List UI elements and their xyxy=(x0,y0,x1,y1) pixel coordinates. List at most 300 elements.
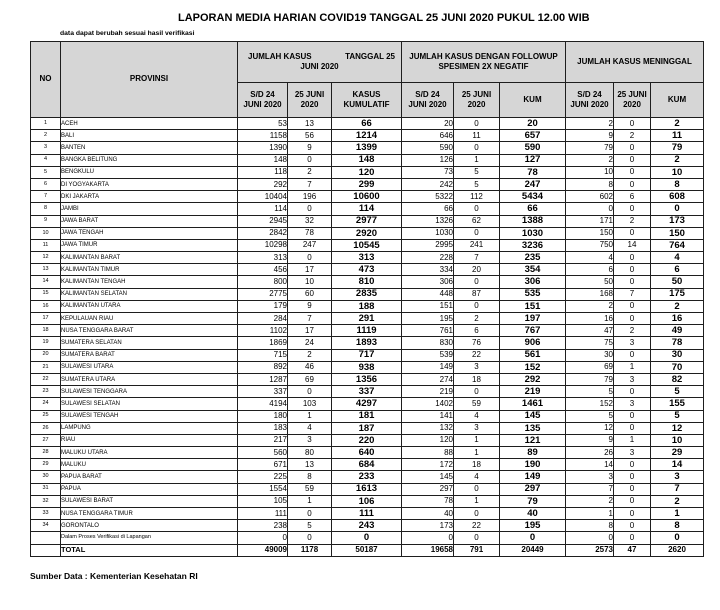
cell-deaths-kum: 4 xyxy=(651,252,704,264)
table-row xyxy=(31,447,704,459)
cell-followup-jun25: 11 xyxy=(454,130,500,142)
header-cases-jun25 xyxy=(288,83,332,118)
cell-followup-jun25: 0 xyxy=(454,300,500,312)
table-row xyxy=(31,227,704,239)
cell-no: 21 xyxy=(31,361,61,373)
cell-deaths-jun25: 0 xyxy=(614,422,651,434)
cell-province: RIAU xyxy=(61,434,238,446)
cell-no: 29 xyxy=(31,459,61,471)
cell-deaths-kum: 150 xyxy=(651,227,704,239)
header-deaths-jun25-label: 25 JUNI 2020 xyxy=(617,89,647,109)
cell-deaths-kum: 1 xyxy=(651,508,704,520)
cell-deaths-kum: 0 xyxy=(651,532,704,544)
cell-deaths-jun25: 0 xyxy=(614,276,651,288)
cell-cases-jun25: 196 xyxy=(288,191,332,203)
cell-cases-kum: 4297 xyxy=(332,398,402,410)
cell-cases-jun25: 1 xyxy=(288,495,332,507)
cell-cases-sd24: 560 xyxy=(238,447,288,459)
cell-deaths-sd24: 16 xyxy=(566,313,614,325)
cell-province: Dalam Proses Verifikasi di Lapangan xyxy=(61,532,238,544)
table-row xyxy=(31,300,704,312)
cell-cases-sd24: 2775 xyxy=(238,288,288,300)
cell-no: 16 xyxy=(31,300,61,312)
cell-followup-sd24: 228 xyxy=(402,252,454,264)
cell-cases-sd24: 715 xyxy=(238,349,288,361)
cell-followup-jun25: 20 xyxy=(454,264,500,276)
cell-deaths-kum: 173 xyxy=(651,215,704,227)
cell-followup-sd24: 73 xyxy=(402,166,454,178)
cell-cases-jun25: 0 xyxy=(288,154,332,166)
header-group-cases-line2: JUNI 2020 xyxy=(300,62,339,71)
table-row xyxy=(31,422,704,434)
cell-deaths-kum: 3 xyxy=(651,471,704,483)
cell-province: KALIMANTAN BARAT xyxy=(61,252,238,264)
cell-cases-kum: 2920 xyxy=(332,227,402,239)
cell-followup-jun25: 3 xyxy=(454,361,500,373)
cell-cases-kum: 1214 xyxy=(332,130,402,142)
cell-cases-sd24: 105 xyxy=(238,495,288,507)
cell-followup-sd24: 40 xyxy=(402,508,454,520)
cell-followup-jun25: 0 xyxy=(454,276,500,288)
cell-deaths-kum: 82 xyxy=(651,373,704,385)
cell-province: NUSA TENGGARA BARAT xyxy=(61,325,238,337)
cell-deaths-kum: 8 xyxy=(651,520,704,532)
cell-no: 27 xyxy=(31,434,61,446)
cell-deaths-sd24: 750 xyxy=(566,239,614,251)
cell-deaths-kum: 29 xyxy=(651,447,704,459)
cell-followup-sd24: 5322 xyxy=(402,191,454,203)
cell-province: SULAWESI UTARA xyxy=(61,361,238,373)
table-row xyxy=(31,520,704,532)
cell-cases-sd24: 892 xyxy=(238,361,288,373)
cell-deaths-kum: 155 xyxy=(651,398,704,410)
cell-no: 14 xyxy=(31,276,61,288)
cell-deaths-jun25: 0 xyxy=(614,252,651,264)
cell-cases-kum: 717 xyxy=(332,349,402,361)
cell-cases-sd24: 148 xyxy=(238,154,288,166)
cell-followup-sd24: 66 xyxy=(402,203,454,215)
cell-cases-jun25: 0 xyxy=(288,532,332,544)
cell-no: 24 xyxy=(31,398,61,410)
cell-followup-kum: 127 xyxy=(500,154,566,166)
cell-cases-kum: 148 xyxy=(332,154,402,166)
cell-followup-sd24: 141 xyxy=(402,410,454,422)
cell-no: 31 xyxy=(31,483,61,495)
cell-cases-kum: 233 xyxy=(332,471,402,483)
cell-cases-kum: 337 xyxy=(332,386,402,398)
cell-followup-jun25: 22 xyxy=(454,520,500,532)
cell-deaths-jun25: 0 xyxy=(614,520,651,532)
cell-cases-kum: 291 xyxy=(332,313,402,325)
cell-province: JAWA TENGAH xyxy=(61,227,238,239)
cell-no xyxy=(31,532,61,544)
cell-deaths-sd24: 152 xyxy=(566,398,614,410)
cell-deaths-sd24: 3 xyxy=(566,471,614,483)
cell-followup-kum: 3236 xyxy=(500,239,566,251)
cell-followup-sd24: 88 xyxy=(402,447,454,459)
cell-no: 18 xyxy=(31,325,61,337)
cell-deaths-kum: 5 xyxy=(651,386,704,398)
header-cases-sd24 xyxy=(238,83,288,118)
table-row xyxy=(31,239,704,251)
cell-cases-kum: 473 xyxy=(332,264,402,276)
cell-followup-kum: 152 xyxy=(500,361,566,373)
cell-deaths-sd24: 1 xyxy=(566,508,614,520)
cell-deaths-jun25: 0 xyxy=(614,154,651,166)
cell-cases-sd24: 456 xyxy=(238,264,288,276)
cell-deaths-sd24: 2 xyxy=(566,300,614,312)
cell-no: 4 xyxy=(31,154,61,166)
cell-province: PAPUA xyxy=(61,483,238,495)
cell-province: DKI JAKARTA xyxy=(61,191,238,203)
pending-verification-row xyxy=(31,532,704,544)
cell-cases-jun25: 4 xyxy=(288,422,332,434)
cell-province: ACEH xyxy=(61,118,238,130)
cell-followup-kum: 149 xyxy=(500,471,566,483)
table-row xyxy=(31,178,704,190)
cell-followup-sd24: 78 xyxy=(402,495,454,507)
cell-cases-sd24: 1390 xyxy=(238,142,288,154)
cell-cases-sd24: 49009 xyxy=(238,544,288,556)
cell-deaths-sd24: 79 xyxy=(566,142,614,154)
cell-cases-kum: 938 xyxy=(332,361,402,373)
cell-no: 11 xyxy=(31,239,61,251)
cell-cases-sd24: 1287 xyxy=(238,373,288,385)
cell-cases-jun25: 3 xyxy=(288,434,332,446)
cell-deaths-sd24: 14 xyxy=(566,459,614,471)
cell-cases-sd24: 800 xyxy=(238,276,288,288)
cell-followup-kum: 79 xyxy=(500,495,566,507)
cell-no: 1 xyxy=(31,118,61,130)
cell-cases-jun25: 60 xyxy=(288,288,332,300)
cell-deaths-jun25: 0 xyxy=(614,142,651,154)
cell-cases-jun25: 7 xyxy=(288,178,332,190)
cell-followup-kum: 235 xyxy=(500,252,566,264)
table-row xyxy=(31,154,704,166)
cell-cases-jun25: 9 xyxy=(288,142,332,154)
cell-cases-jun25: 0 xyxy=(288,252,332,264)
cell-deaths-sd24: 69 xyxy=(566,361,614,373)
cell-deaths-sd24: 10 xyxy=(566,166,614,178)
header-followup-sd24-label: S/D 24 JUNI 2020 xyxy=(408,89,447,109)
table-row xyxy=(31,288,704,300)
table-row xyxy=(31,410,704,422)
cell-no: 13 xyxy=(31,264,61,276)
cell-deaths-kum: 50 xyxy=(651,276,704,288)
cell-cases-sd24: 313 xyxy=(238,252,288,264)
cell-followup-jun25: 0 xyxy=(454,508,500,520)
table-row xyxy=(31,373,704,385)
cell-cases-jun25: 80 xyxy=(288,447,332,459)
cell-cases-sd24: 114 xyxy=(238,203,288,215)
cell-deaths-kum: 10 xyxy=(651,166,704,178)
cell-deaths-sd24: 6 xyxy=(566,264,614,276)
cell-province: MALUKU xyxy=(61,459,238,471)
cell-followup-kum: 1461 xyxy=(500,398,566,410)
cell-cases-sd24: 337 xyxy=(238,386,288,398)
cell-cases-kum: 810 xyxy=(332,276,402,288)
cell-cases-sd24: 0 xyxy=(238,532,288,544)
cell-no: 6 xyxy=(31,178,61,190)
cell-followup-kum: 1388 xyxy=(500,215,566,227)
cell-deaths-kum: 175 xyxy=(651,288,704,300)
cell-followup-kum: 145 xyxy=(500,410,566,422)
cell-followup-kum: 1030 xyxy=(500,227,566,239)
cell-cases-sd24: 1158 xyxy=(238,130,288,142)
cell-province: TOTAL xyxy=(61,544,238,556)
cell-deaths-jun25: 6 xyxy=(614,191,651,203)
cell-no: 5 xyxy=(31,166,61,178)
cell-followup-sd24: 830 xyxy=(402,337,454,349)
cell-deaths-jun25: 0 xyxy=(614,300,651,312)
cell-deaths-kum: 2 xyxy=(651,495,704,507)
cell-cases-sd24: 238 xyxy=(238,520,288,532)
cell-deaths-jun25: 0 xyxy=(614,264,651,276)
cell-followup-jun25: 3 xyxy=(454,422,500,434)
cell-followup-kum: 354 xyxy=(500,264,566,276)
cell-deaths-jun25: 0 xyxy=(614,386,651,398)
source-note: Sumber Data : Kementerian Kesehatan RI xyxy=(30,571,198,581)
cell-cases-kum: 66 xyxy=(332,118,402,130)
cell-cases-sd24: 2945 xyxy=(238,215,288,227)
cell-followup-sd24: 1326 xyxy=(402,215,454,227)
cell-cases-sd24: 118 xyxy=(238,166,288,178)
cell-deaths-jun25: 3 xyxy=(614,337,651,349)
cell-cases-jun25: 59 xyxy=(288,483,332,495)
cell-followup-kum: 40 xyxy=(500,508,566,520)
cell-followup-kum: 151 xyxy=(500,300,566,312)
cell-no: 10 xyxy=(31,227,61,239)
cell-cases-kum: 111 xyxy=(332,508,402,520)
cell-followup-jun25: 0 xyxy=(454,532,500,544)
cell-cases-kum: 299 xyxy=(332,178,402,190)
cell-no: 25 xyxy=(31,410,61,422)
cell-deaths-kum: 78 xyxy=(651,337,704,349)
cell-deaths-kum: 608 xyxy=(651,191,704,203)
table-row xyxy=(31,471,704,483)
cell-province: SULAWESI TENGGARA xyxy=(61,386,238,398)
cell-followup-kum: 306 xyxy=(500,276,566,288)
cell-followup-kum: 20 xyxy=(500,118,566,130)
total-row xyxy=(31,544,704,556)
cell-cases-jun25: 0 xyxy=(288,386,332,398)
cell-cases-jun25: 13 xyxy=(288,118,332,130)
cell-province: JAWA TIMUR xyxy=(61,239,238,251)
cell-cases-jun25: 13 xyxy=(288,459,332,471)
cell-deaths-jun25: 2 xyxy=(614,215,651,227)
cell-followup-jun25: 76 xyxy=(454,337,500,349)
header-cases-sd24-label: S/D 24 JUNI 2020 xyxy=(243,89,282,109)
cell-cases-jun25: 1 xyxy=(288,410,332,422)
cell-followup-jun25: 0 xyxy=(454,483,500,495)
table-row xyxy=(31,142,704,154)
cell-province: GORONTALO xyxy=(61,520,238,532)
cell-cases-kum: 1356 xyxy=(332,373,402,385)
table-row xyxy=(31,349,704,361)
cell-province: KALIMANTAN UTARA xyxy=(61,300,238,312)
cell-deaths-jun25: 0 xyxy=(614,471,651,483)
cell-followup-jun25: 6 xyxy=(454,325,500,337)
cell-followup-kum: 89 xyxy=(500,447,566,459)
cell-province: BALI xyxy=(61,130,238,142)
header-deaths-sd24 xyxy=(566,83,614,118)
cell-cases-kum: 187 xyxy=(332,422,402,434)
cell-no: 7 xyxy=(31,191,61,203)
cell-followup-jun25: 5 xyxy=(454,166,500,178)
cell-followup-kum: 195 xyxy=(500,520,566,532)
table-row xyxy=(31,508,704,520)
cell-followup-sd24: 172 xyxy=(402,459,454,471)
cell-deaths-kum: 6 xyxy=(651,264,704,276)
cell-followup-jun25: 1 xyxy=(454,495,500,507)
cell-deaths-kum: 5 xyxy=(651,410,704,422)
cell-followup-sd24: 120 xyxy=(402,434,454,446)
cell-no: 26 xyxy=(31,422,61,434)
cell-deaths-jun25: 0 xyxy=(614,227,651,239)
cell-followup-jun25: 0 xyxy=(454,118,500,130)
cell-followup-kum: 190 xyxy=(500,459,566,471)
cell-no: 2 xyxy=(31,130,61,142)
cell-followup-jun25: 241 xyxy=(454,239,500,251)
cell-cases-kum: 114 xyxy=(332,203,402,215)
cell-followup-kum: 121 xyxy=(500,434,566,446)
table-row xyxy=(31,361,704,373)
header-group-cases-left: JUMLAH KASUS xyxy=(248,51,312,61)
cell-deaths-jun25: 3 xyxy=(614,373,651,385)
cell-cases-kum: 640 xyxy=(332,447,402,459)
cell-province: PAPUA BARAT xyxy=(61,471,238,483)
cell-deaths-sd24: 50 xyxy=(566,276,614,288)
cell-deaths-kum: 2620 xyxy=(651,544,704,556)
cell-cases-jun25: 247 xyxy=(288,239,332,251)
header-followup-sd24 xyxy=(402,83,454,118)
cell-followup-jun25: 18 xyxy=(454,459,500,471)
header-followup-kum xyxy=(500,83,566,118)
cell-province: BENGKULU xyxy=(61,166,238,178)
cell-cases-jun25: 0 xyxy=(288,203,332,215)
cell-followup-sd24: 590 xyxy=(402,142,454,154)
cell-province: DI YOGYAKARTA xyxy=(61,178,238,190)
cell-deaths-jun25: 0 xyxy=(614,118,651,130)
cell-no: 15 xyxy=(31,288,61,300)
cell-no: 30 xyxy=(31,471,61,483)
header-group-deaths-label: JUMLAH KASUS MENINGGAL xyxy=(577,56,692,66)
table-header xyxy=(31,42,704,118)
cell-followup-sd24: 145 xyxy=(402,471,454,483)
cell-followup-sd24: 448 xyxy=(402,288,454,300)
cell-deaths-sd24: 0 xyxy=(566,203,614,215)
cell-no: 3 xyxy=(31,142,61,154)
cell-followup-kum: 197 xyxy=(500,313,566,325)
cell-followup-kum: 0 xyxy=(500,532,566,544)
header-cases-kum-label: KASUS KUMULATIF xyxy=(343,89,390,109)
cell-followup-kum: 767 xyxy=(500,325,566,337)
cell-deaths-kum: 14 xyxy=(651,459,704,471)
cell-cases-kum: 1893 xyxy=(332,337,402,349)
cell-followup-jun25: 0 xyxy=(454,227,500,239)
cell-province: BANTEN xyxy=(61,142,238,154)
cell-province: MALUKU UTARA xyxy=(61,447,238,459)
cell-no: 17 xyxy=(31,313,61,325)
cell-cases-kum: 2835 xyxy=(332,288,402,300)
cell-deaths-kum: 2 xyxy=(651,300,704,312)
cell-deaths-kum: 2 xyxy=(651,118,704,130)
cell-followup-jun25: 22 xyxy=(454,349,500,361)
cell-cases-kum: 1399 xyxy=(332,142,402,154)
cell-cases-jun25: 1178 xyxy=(288,544,332,556)
cell-followup-jun25: 2 xyxy=(454,313,500,325)
table-row xyxy=(31,130,704,142)
cell-deaths-kum: 12 xyxy=(651,422,704,434)
cell-cases-kum: 1613 xyxy=(332,483,402,495)
table-row xyxy=(31,252,704,264)
table-row xyxy=(31,264,704,276)
cell-deaths-jun25: 2 xyxy=(614,325,651,337)
cell-province: LAMPUNG xyxy=(61,422,238,434)
cell-deaths-kum: 49 xyxy=(651,325,704,337)
report-subtitle: data dapat berubah sesuai hasil verifikasi xyxy=(60,30,195,37)
cell-cases-jun25: 9 xyxy=(288,300,332,312)
cell-cases-kum: 120 xyxy=(332,166,402,178)
cell-no: 19 xyxy=(31,337,61,349)
cell-deaths-jun25: 1 xyxy=(614,434,651,446)
cell-deaths-kum: 0 xyxy=(651,203,704,215)
cell-cases-sd24: 225 xyxy=(238,471,288,483)
header-cases-jun25-label: 25 JUNI 2020 xyxy=(294,89,325,109)
table-row xyxy=(31,495,704,507)
cell-province: SUMATERA SELATAN xyxy=(61,337,238,349)
table-row xyxy=(31,434,704,446)
cell-deaths-jun25: 7 xyxy=(614,288,651,300)
cell-cases-kum: 50187 xyxy=(332,544,402,556)
cell-cases-jun25: 2 xyxy=(288,166,332,178)
cell-followup-jun25: 5 xyxy=(454,178,500,190)
cell-province: SUMATERA UTARA xyxy=(61,373,238,385)
cell-followup-sd24: 195 xyxy=(402,313,454,325)
cell-deaths-sd24: 79 xyxy=(566,373,614,385)
cell-cases-sd24: 284 xyxy=(238,313,288,325)
cell-cases-jun25: 46 xyxy=(288,361,332,373)
cell-deaths-sd24: 75 xyxy=(566,337,614,349)
cell-province: SUMATERA BARAT xyxy=(61,349,238,361)
cell-cases-jun25: 17 xyxy=(288,325,332,337)
cell-no xyxy=(31,544,61,556)
header-group-deaths xyxy=(566,42,704,83)
table-row xyxy=(31,386,704,398)
cell-no: 12 xyxy=(31,252,61,264)
cell-deaths-jun25: 3 xyxy=(614,447,651,459)
cell-no: 28 xyxy=(31,447,61,459)
cell-deaths-sd24: 171 xyxy=(566,215,614,227)
cell-cases-jun25: 8 xyxy=(288,471,332,483)
cell-deaths-jun25: 0 xyxy=(614,313,651,325)
cell-cases-jun25: 7 xyxy=(288,313,332,325)
table-row xyxy=(31,276,704,288)
cell-followup-jun25: 0 xyxy=(454,203,500,215)
cell-deaths-jun25: 0 xyxy=(614,532,651,544)
cell-followup-sd24: 2995 xyxy=(402,239,454,251)
cell-followup-sd24: 151 xyxy=(402,300,454,312)
cell-province: NUSA TENGGARA TIMUR xyxy=(61,508,238,520)
cell-cases-jun25: 10 xyxy=(288,276,332,288)
cell-deaths-sd24: 150 xyxy=(566,227,614,239)
report-title: LAPORAN MEDIA HARIAN COVID19 TANGGAL 25 JUNI 2020 PUKUL 12.00 WIB xyxy=(178,12,590,24)
cell-deaths-jun25: 0 xyxy=(614,508,651,520)
header-deaths-kum-label: KUM xyxy=(667,94,687,104)
cell-cases-sd24: 1554 xyxy=(238,483,288,495)
table-row xyxy=(31,459,704,471)
cell-cases-jun25: 56 xyxy=(288,130,332,142)
